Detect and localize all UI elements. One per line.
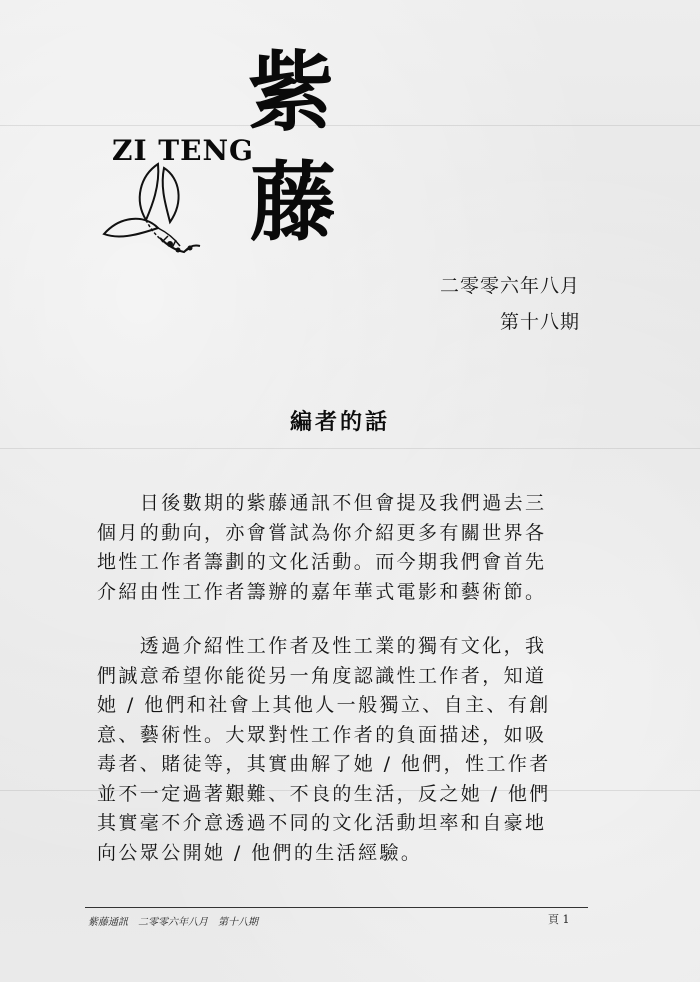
issue-date: 二零零六年八月 — [439, 275, 580, 297]
logo-character-teng: 藤 — [250, 152, 336, 253]
paragraph-line: 意、藝術性。大眾對性工作者的負面描述，如吸 — [97, 723, 547, 746]
paragraph-line: 其實毫不介意透過不同的文化活動坦率和自豪地 — [97, 812, 547, 834]
issue-number: 第十八期 — [499, 311, 580, 333]
logo-character-zi: 紫 — [248, 42, 334, 143]
paragraph-2 — [97, 632, 592, 868]
logo-latin-text: ZI TENG — [112, 134, 254, 167]
paragraph-line: 們誠意希望你能從另一角度認識性工作者，知道 — [97, 664, 547, 687]
paragraph-line: 地性工作者籌劃的文化活動。而今期我們會首先 — [97, 551, 547, 573]
page-title: 編者的話 — [289, 410, 390, 435]
paragraph-line: 介紹由性工作者籌辦的嘉年華式電影和藝術節。 — [97, 580, 547, 603]
footer-publication: 紫藤通訊 二零零六年八月 第十八期 — [88, 917, 258, 928]
page-number: 頁 1 — [548, 913, 570, 926]
footer-divider — [85, 907, 588, 908]
paragraph-line: 並不一定過著艱難、不良的生活，反之她 / 他們 — [97, 782, 551, 805]
paragraph-line: 向公眾公開她 / 他們的生活經驗。 — [97, 841, 423, 864]
paper-crease — [0, 448, 700, 449]
paragraph-line: 毒者、賭徒等，其實曲解了她 / 他們，性工作者 — [97, 753, 551, 775]
paragraph-line: 透過介紹性工作者及性工業的獨有文化，我 — [97, 635, 547, 657]
paragraph-line: 日後數期的紫藤通訊不但會提及我們過去三 — [97, 492, 547, 514]
flower-icon — [100, 158, 210, 258]
paragraph-1 — [97, 489, 592, 607]
paragraph-line: 她 / 他們和社會上其他人一般獨立、自主、有創 — [97, 694, 551, 716]
zi-teng-logo — [100, 42, 340, 265]
paragraph-line: 個月的動向，亦會嘗試為你介紹更多有關世界各 — [97, 521, 547, 544]
